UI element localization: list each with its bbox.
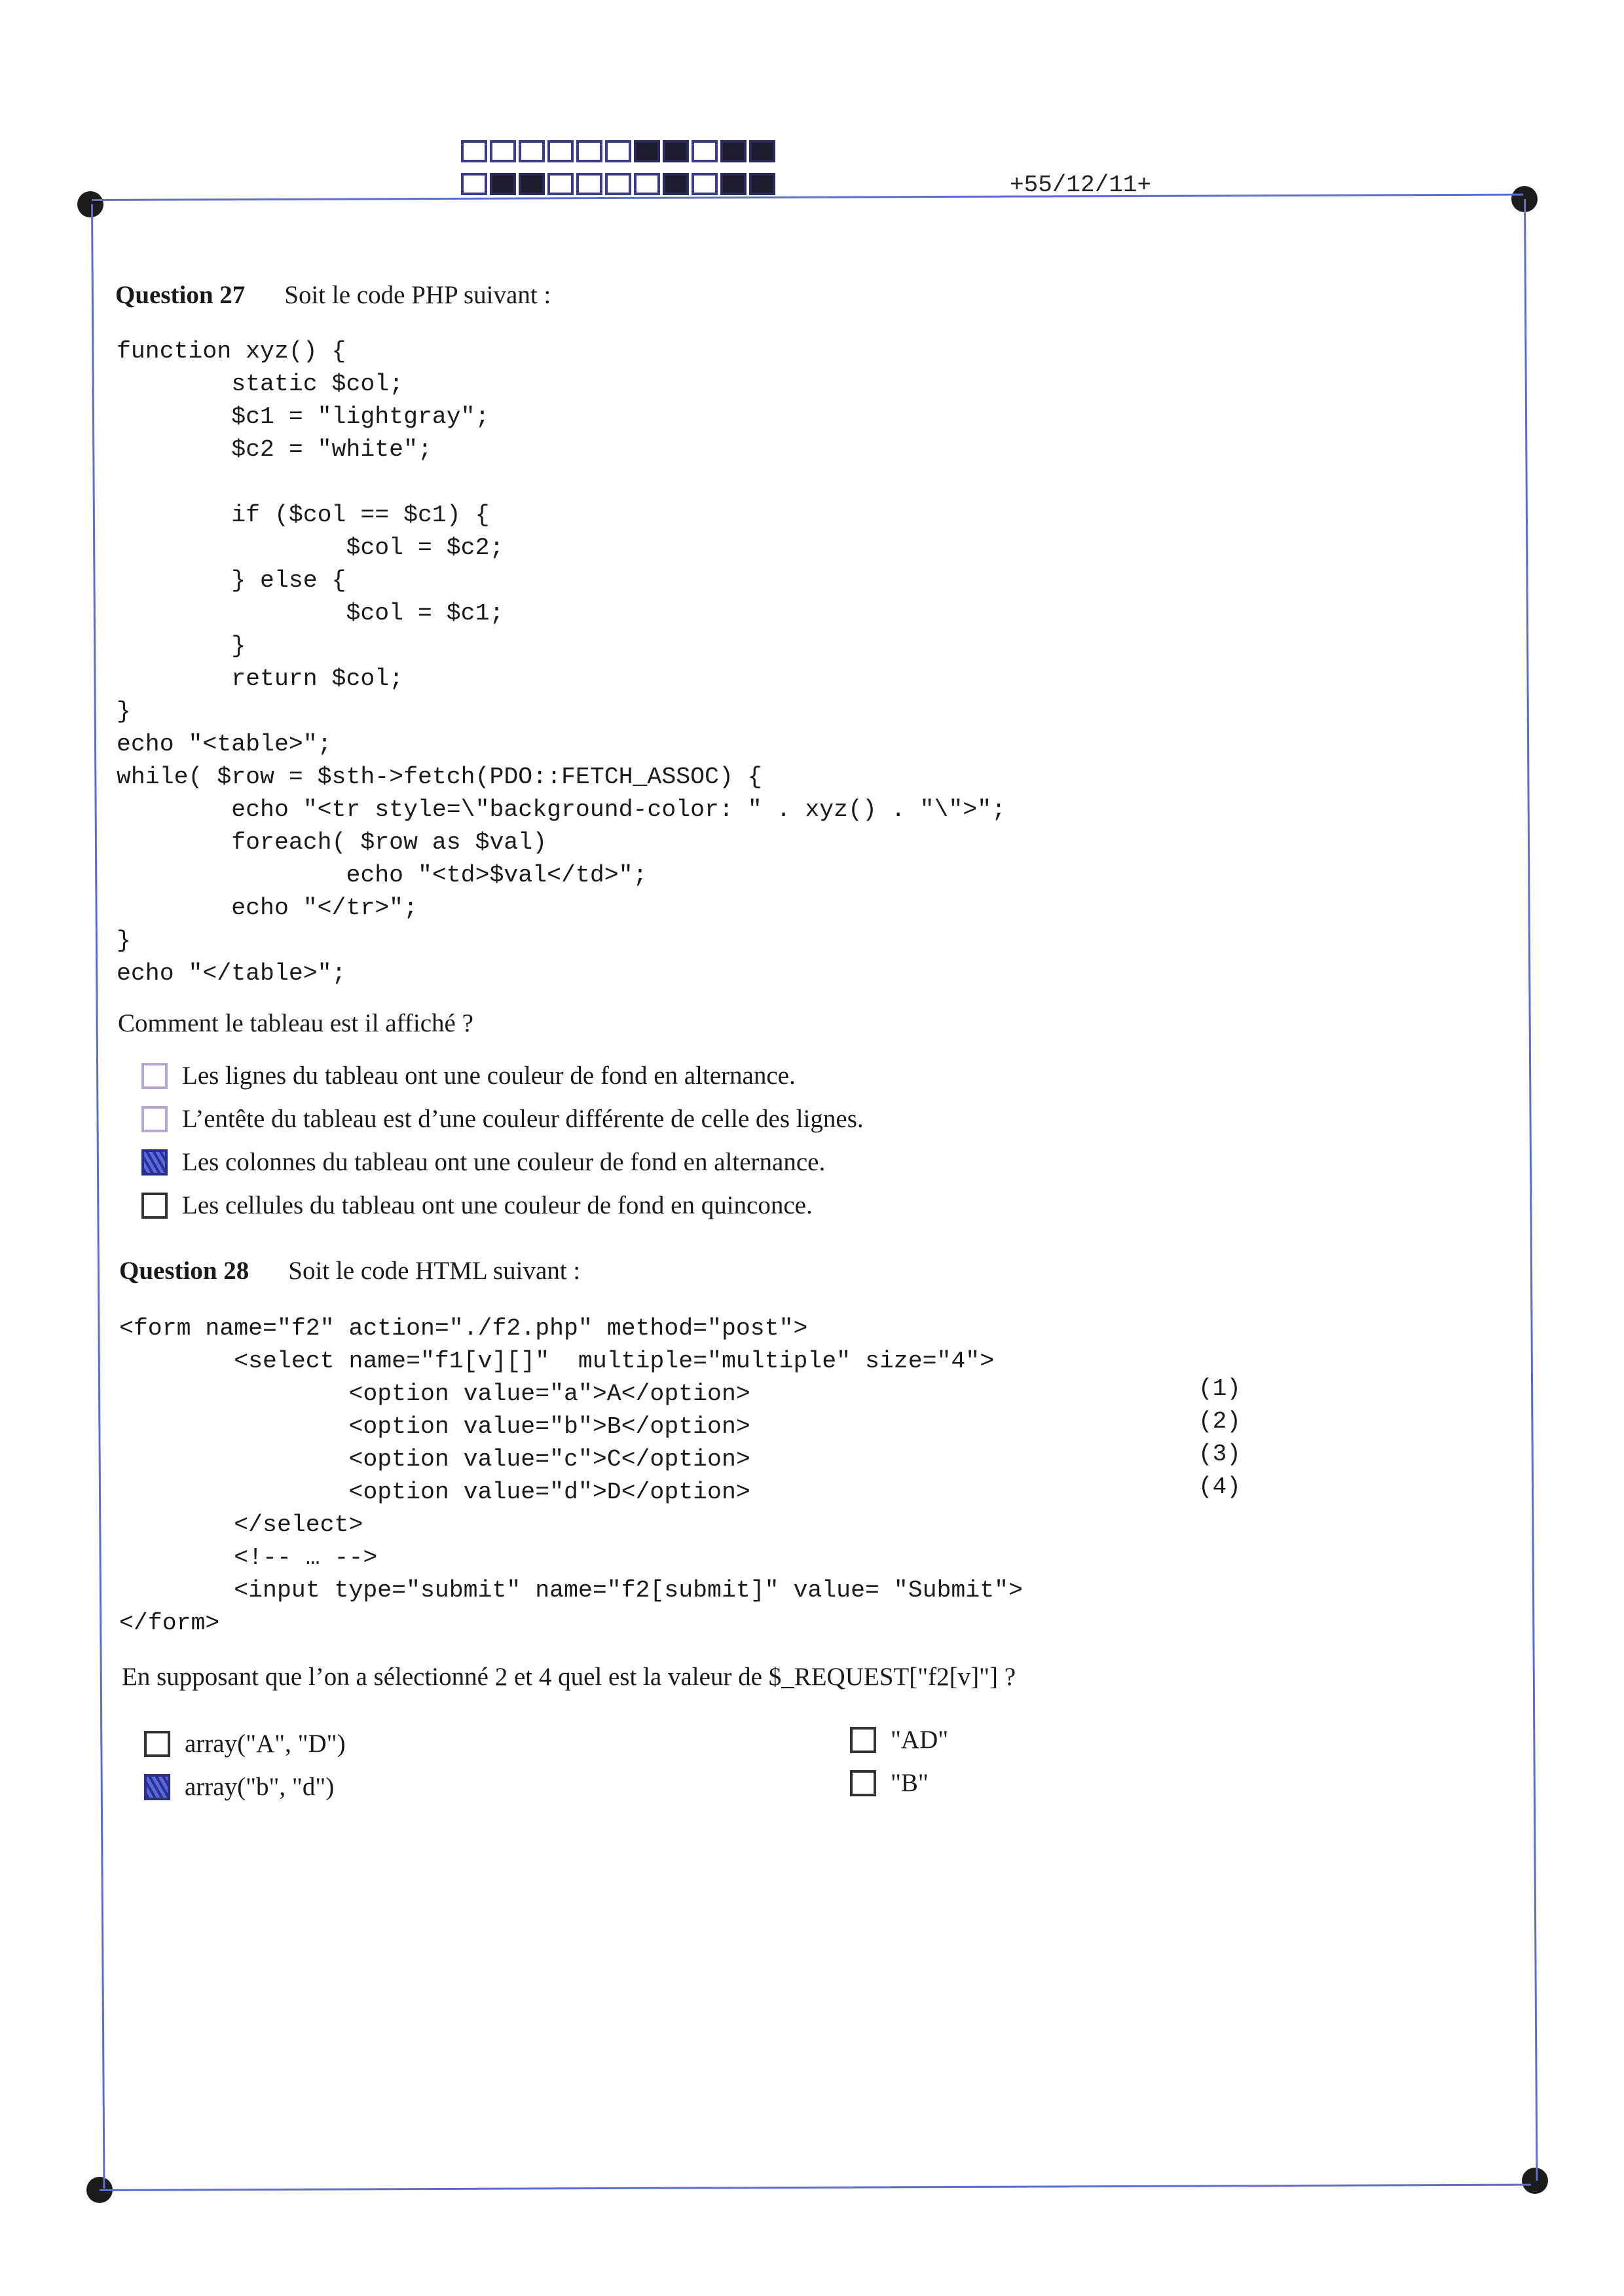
question-intro: Soit le code HTML suivant : [288, 1257, 581, 1285]
code-line: $col = $c2; [346, 534, 504, 561]
code-line: } else { [231, 567, 346, 594]
registration-mark-bottom-right [1522, 2168, 1548, 2194]
question-28-prompt: En supposant que l’on a sélectionné 2 et 4 quel est la valeur de $_REQUEST["f2[v]"] ? [122, 1663, 1016, 1691]
code-cell [605, 173, 631, 195]
answer-option[interactable] [141, 1147, 825, 1177]
code-cell [720, 173, 747, 195]
option-label: L’entête du tableau est d’une couleur différente de celle des lignes. [182, 1105, 864, 1133]
answer-option[interactable] [144, 1729, 346, 1758]
id-code-row-1 [461, 140, 778, 162]
line-number: (2) [1198, 1408, 1241, 1435]
checkbox-checked[interactable] [141, 1149, 168, 1176]
answer-option[interactable] [850, 1725, 948, 1754]
checkbox[interactable] [141, 1106, 168, 1132]
question-27-header [115, 280, 551, 310]
code-line: </form> [119, 1610, 220, 1637]
code-line: return $col; [231, 665, 404, 692]
code-cell [663, 173, 689, 195]
code-cell [634, 173, 660, 195]
code-line: <option value="c">C</option> [348, 1446, 750, 1473]
answer-option[interactable] [141, 1191, 813, 1220]
code-line: <!-- … --> [234, 1544, 378, 1571]
checkbox-checked[interactable] [144, 1774, 170, 1800]
answer-option[interactable] [144, 1772, 334, 1802]
option-label: array("b", "d") [185, 1773, 335, 1801]
option-label: Les lignes du tableau ont une couleur de fond en alternance. [182, 1062, 796, 1090]
code-line: <option value="a">A</option> [348, 1380, 750, 1407]
code-cell [547, 140, 574, 162]
code-line: <input type="submit" name="f2[submit]" value= "Submit"> [234, 1577, 1023, 1604]
checkbox[interactable] [850, 1770, 876, 1796]
code-line: if ($col == $c1) { [231, 502, 490, 528]
checkbox[interactable] [141, 1063, 168, 1089]
question-intro: Soit le code PHP suivant : [284, 281, 551, 309]
code-line: } [117, 927, 131, 954]
code-line: echo "<td>$val</td>"; [346, 862, 648, 889]
sheet-id: +55/12/11+ [1010, 172, 1152, 198]
frame-top [92, 194, 1523, 201]
question-28-header [119, 1256, 580, 1286]
question-number: Question 27 [115, 281, 246, 309]
line-number: (1) [1198, 1375, 1241, 1402]
code-line: function xyz() { [117, 338, 346, 365]
checkbox[interactable] [850, 1727, 876, 1753]
option-label: "AD" [891, 1726, 949, 1754]
php-code-block [117, 335, 1006, 990]
code-line: <select name="f1[v][]" multiple="multiple" size="4"> [234, 1348, 995, 1375]
option-label: "B" [891, 1769, 929, 1797]
code-cell [692, 173, 718, 195]
code-line: foreach( $row as $val) [231, 829, 547, 856]
code-line: echo "</tr>"; [231, 895, 418, 921]
code-cell [663, 140, 689, 162]
frame-bottom [100, 2184, 1531, 2191]
code-line: } [231, 633, 246, 659]
code-line: <option value="d">D</option> [348, 1479, 750, 1506]
code-cell [605, 140, 631, 162]
code-cell [634, 140, 660, 162]
code-line: echo "<table>"; [117, 731, 332, 758]
id-code-row-2 [461, 173, 778, 195]
code-line: $c2 = "white"; [231, 436, 432, 463]
code-line: $c1 = "lightgray"; [231, 403, 490, 430]
frame-right [1524, 199, 1538, 2181]
line-number: (4) [1198, 1473, 1241, 1500]
code-line: <option value="b">B</option> [348, 1413, 750, 1440]
code-cell [576, 140, 602, 162]
code-cell [490, 173, 516, 195]
answer-option[interactable] [141, 1061, 796, 1090]
option-label: Les colonnes du tableau ont une couleur de fond en alternance. [182, 1148, 826, 1176]
code-cell [749, 173, 775, 195]
code-line: echo "<tr style=\"background-color: " . xyz() . "\">"; [231, 796, 1006, 823]
code-cell [461, 140, 487, 162]
code-line: </select> [234, 1511, 363, 1538]
answer-option[interactable] [850, 1768, 929, 1798]
code-cell [490, 140, 516, 162]
code-cell [720, 140, 747, 162]
code-cell [519, 140, 545, 162]
code-line: } [117, 698, 131, 725]
code-line: while( $row = $sth->fetch(PDO::FETCH_ASSOC) { [117, 764, 762, 790]
code-cell [692, 140, 718, 162]
option-label: Les cellules du tableau ont une couleur de fond en quinconce. [182, 1191, 813, 1219]
code-line: static $col; [231, 371, 404, 398]
checkbox[interactable] [141, 1193, 168, 1219]
code-line: echo "</table>"; [117, 960, 346, 987]
answer-option[interactable] [141, 1104, 864, 1134]
code-line: $col = $c1; [346, 600, 504, 627]
code-cell [547, 173, 574, 195]
code-cell [576, 173, 602, 195]
question-number: Question 28 [119, 1257, 249, 1285]
question-27-prompt: Comment le tableau est il affiché ? [118, 1009, 473, 1037]
html-code-block [119, 1312, 1023, 1640]
option-label: array("A", "D") [185, 1730, 346, 1758]
frame-left [91, 204, 105, 2189]
code-line: <form name="f2" action="./f2.php" method="post"> [119, 1315, 808, 1342]
line-number: (3) [1198, 1441, 1241, 1468]
code-cell [519, 173, 545, 195]
checkbox[interactable] [144, 1731, 170, 1757]
code-cell [749, 140, 775, 162]
code-cell [461, 173, 487, 195]
